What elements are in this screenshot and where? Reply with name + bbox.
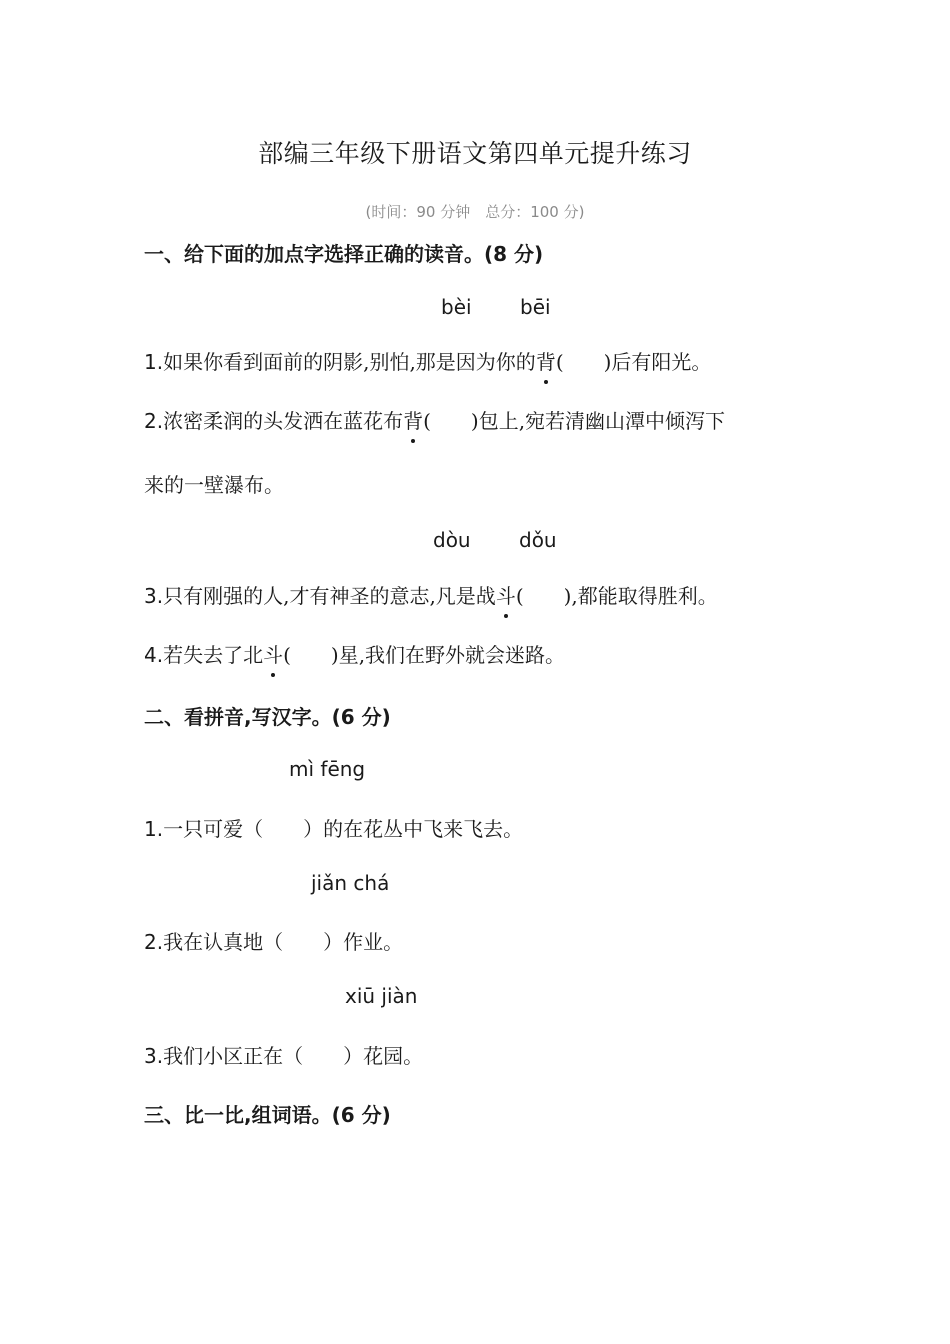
answer-blank[interactable] [263, 817, 303, 841]
answer-blank[interactable]: ( ) [515, 584, 572, 608]
question-text: 我在认真地（ [163, 930, 284, 954]
question-text-end: ,都能取得胜利。 [571, 584, 718, 608]
exam-info: (时间：90 分钟 总分：100 分) [365, 203, 585, 221]
question-number: 4. [144, 643, 164, 667]
section-1-heading: 一、给下面的加点字选择正确的读音。(8 分) [144, 242, 544, 266]
dotted-character: 背 [403, 405, 423, 434]
question-1-2 [144, 405, 725, 434]
section-3-heading: 三、比一比,组词语。(6 分) [144, 1103, 391, 1127]
question-1-4 [144, 639, 565, 668]
pinyin-prompt-1: mì fēng [289, 757, 366, 781]
question-number: 2. [144, 930, 164, 954]
question-text-end: ）作业。 [323, 930, 404, 954]
question-text-end: ）的在花丛中飞来飞去。 [303, 817, 524, 841]
question-text: 只有刚强的人,才有神圣的意志,凡是战 [163, 584, 496, 608]
question-text: 如果你看到面前的阴影,别怕,那是因为你的 [163, 350, 536, 374]
question-text-end: 包上,宛若清幽山潭中倾泻下 [478, 409, 726, 433]
question-text: 若失去了北 [163, 643, 264, 667]
pinyin-option-bei4: bèi [441, 295, 472, 319]
answer-blank[interactable] [283, 930, 323, 954]
answer-blank[interactable] [303, 1044, 343, 1068]
pinyin-option-dou3: dǒu [519, 528, 557, 552]
question-text: 浓密柔润的头发洒在蓝花布 [163, 409, 404, 433]
question-2-2 [144, 926, 403, 955]
pinyin-option-bei1: bēi [520, 295, 551, 319]
section-2-heading: 二、看拼音,写汉字。(6 分) [144, 705, 391, 729]
question-2-3 [144, 1040, 423, 1069]
pinyin-prompt-3: xiū jiàn [345, 984, 418, 1008]
answer-blank[interactable]: ( ) [283, 643, 339, 667]
question-number: 2. [144, 409, 164, 433]
question-1-2-continued: 来的一壁瀑布。 [144, 473, 284, 497]
question-text-end: ）花园。 [343, 1044, 424, 1068]
pinyin-prompt-2: jiǎn chá [311, 871, 390, 895]
question-number: 1. [144, 817, 164, 841]
question-2-1 [144, 813, 523, 842]
question-1-3 [144, 580, 718, 609]
answer-blank[interactable]: ( ) [423, 409, 479, 433]
pinyin-option-dou4: dòu [433, 528, 471, 552]
page-title: 部编三年级下册语文第四单元提升练习 [258, 139, 692, 168]
question-number: 3. [144, 1044, 164, 1068]
question-text-end: 后有阳光。 [611, 350, 712, 374]
question-number: 3. [144, 584, 164, 608]
question-1-1 [144, 346, 711, 375]
answer-blank[interactable]: ( ) [555, 350, 612, 374]
question-text: 一只可爱（ [163, 817, 264, 841]
dotted-character: 斗 [263, 639, 283, 668]
dotted-character: 斗 [496, 580, 516, 609]
question-number: 1. [144, 350, 164, 374]
dotted-character: 背 [536, 346, 556, 375]
question-text: 我们小区正在（ [163, 1044, 304, 1068]
question-text-end: 星,我们在野外就会迷路。 [338, 643, 566, 667]
